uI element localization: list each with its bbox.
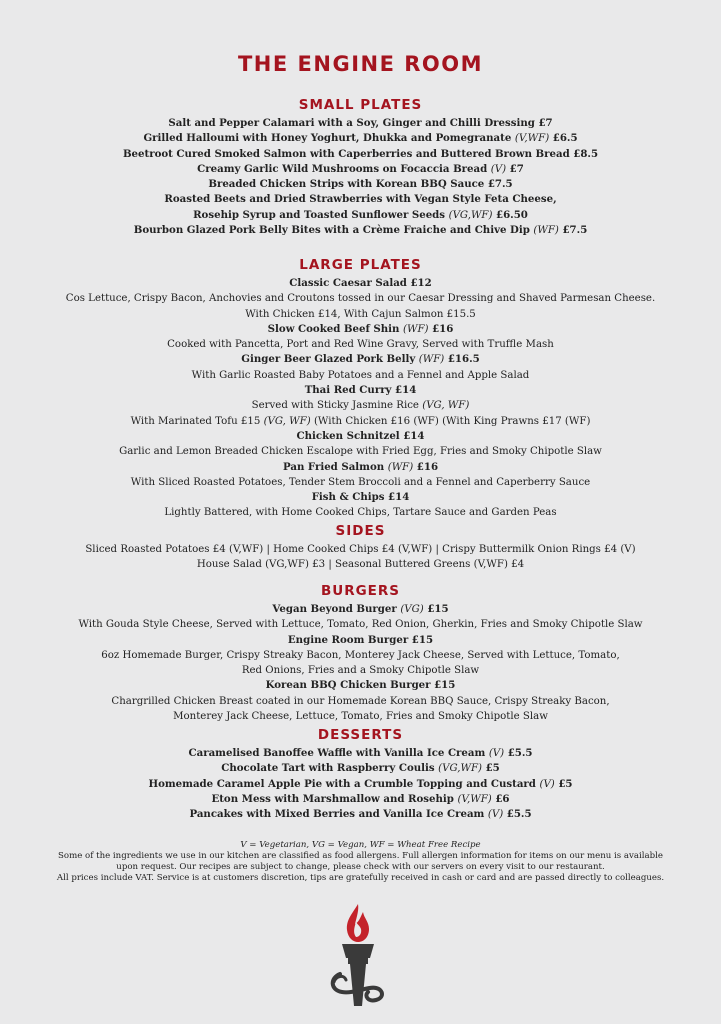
small-plate-item: Bourbon Glazed Pork Belly Bites with a Crème Fraiche and Chive Dip (WF) £7.5 <box>133 224 588 237</box>
burger-description: Chargrilled Chicken Breast coated in our Homemade Korean BBQ Sauce, Crispy Streaky Bacon, <box>111 695 610 707</box>
burger-title: Vegan Beyond Burger (VG) £15 <box>272 603 449 615</box>
dessert-item: Homemade Caramel Apple Pie with a Crumble Topping and Custard (V) £5 <box>148 777 573 790</box>
large-plates-heading: LARGE PLATES <box>299 257 422 273</box>
allergen-note: Some of the ingredients we use in our kitchen are classified as food allergens. Full allergen information for items on our menu is available <box>58 851 663 861</box>
dessert-item: Caramelised Banoffee Waffle with Vanilla Ice Cream (V) £5.5 <box>188 747 533 759</box>
large-plate-description: Garlic and Lemon Breaded Chicken Escalope with Fried Egg, Fries and Smoky Chipotle Slaw <box>119 446 602 458</box>
burger-description: Monterey Jack Cheese, Lettuce, Tomato, Fries and Smoky Chipotle Slaw <box>173 711 548 723</box>
burger-title: Korean BBQ Chicken Burger £15 <box>265 679 456 692</box>
desserts-heading: DESSERTS <box>317 727 404 743</box>
large-plates-section <box>0 256 721 521</box>
desserts-section <box>0 726 721 822</box>
small-plate-item: Beetroot Cured Smoked Salmon with Caperberries and Buttered Brown Bread £8.5 <box>122 147 599 160</box>
large-plate-description: With Chicken £14, With Cajun Salmon £15.5 <box>245 308 476 320</box>
large-plate-title: Fish & Chips £14 <box>311 491 410 504</box>
sides-line: House Salad (VG,WF) £3 | Seasonal Buttered Greens (V,WF) £4 <box>196 559 525 571</box>
sides-heading: SIDES <box>335 523 386 539</box>
restaurant-title: THE ENGINE ROOM <box>237 52 484 76</box>
small-plate-item: Breaded Chicken Strips with Korean BBQ Sauce £7.5 <box>208 178 513 191</box>
large-plate-description: With Sliced Roasted Potatoes, Tender Stem Broccoli and a Fennel and Caperberry Sauce <box>130 476 591 488</box>
large-plate-title: Classic Caesar Salad £12 <box>289 277 432 289</box>
large-plate-description: Cos Lettuce, Crispy Bacon, Anchovies and Croutons tossed in our Caesar Dressing and Shaved Parmesan Cheese. <box>65 293 656 305</box>
sides-line: Sliced Roasted Potatoes £4 (V,WF) | Home Cooked Chips £4 (V,WF) | Crispy Buttermilk Onion Rings £4 (V) <box>85 544 636 555</box>
large-plate-title: Pan Fried Salmon (WF) £16 <box>282 460 439 473</box>
small-plates-heading: SMALL PLATES <box>298 97 423 113</box>
small-plates-section <box>0 96 721 238</box>
burger-description: Red Onions, Fries and a Smoky Chipotle Slaw <box>241 665 480 677</box>
large-plate-description: With Garlic Roasted Baby Potatoes and a Fennel and Apple Salad <box>191 369 530 381</box>
recipe-note: upon request. Our recipes are subject to change, please check with our servers on every visit to our restaurant. <box>116 861 605 872</box>
large-plate-description: Cooked with Pancetta, Port and Red Wine Gravy, Served with Truffle Mash <box>167 339 554 351</box>
dessert-item: Chocolate Tart with Raspberry Coulis (VG,WF) £5 <box>221 762 500 775</box>
large-plate-description: Lightly Battered, with Home Cooked Chips, Tartare Sauce and Garden Peas <box>164 507 557 519</box>
small-plate-item: Grilled Halloumi with Honey Yoghurt, Dhukka and Pomegranate (V,WF) £6.5 <box>143 132 578 145</box>
dessert-item: Pancakes with Mixed Berries and Vanilla Ice Cream (V) £5.5 <box>189 808 532 821</box>
large-plate-title: Thai Red Curry £14 <box>304 384 417 397</box>
sides-section <box>0 522 721 573</box>
burger-title: Engine Room Burger £15 <box>287 633 434 646</box>
footer-notes <box>0 840 721 883</box>
burgers-section <box>0 582 721 724</box>
burger-description: 6oz Homemade Burger, Crispy Streaky Bacon, Monterey Jack Cheese, Served with Lettuce, Tomato, <box>101 649 620 661</box>
vat-note: All prices include VAT. Service is at customers discretion, tips are gratefully received in cash or card and are passed directly to colleagues. <box>56 872 665 883</box>
large-plate-title: Chicken Schnitzel £14 <box>296 429 425 442</box>
small-plate-item: Rosehip Syrup and Toasted Sunflower Seeds (VG,WF) £6.50 <box>193 208 528 221</box>
large-plate-title: Slow Cooked Beef Shin (WF) £16 <box>267 322 454 335</box>
large-plate-title: Ginger Beer Glazed Pork Belly (WF) £16.5 <box>241 353 480 366</box>
small-plate-item: Creamy Garlic Wild Mushrooms on Focaccia Bread (V) £7 <box>197 162 524 175</box>
small-plate-item: Roasted Beets and Dried Strawberries with Vegan Style Feta Cheese, <box>164 193 557 206</box>
large-plate-description: With Marinated Tofu £15 (VG, WF) (With Chicken £16 (WF) (With King Prawns £17 (WF) <box>130 415 591 427</box>
burgers-heading: BURGERS <box>320 583 401 599</box>
dessert-item: Eton Mess with Marshmallow and Rosehip (V,WF) £6 <box>211 792 510 805</box>
large-plate-description: Served with Sticky Jasmine Rice (VG, WF) <box>251 400 470 412</box>
small-plate-item: Salt and Pepper Calamari with a Soy, Ginger and Chilli Dressing £7 <box>168 117 553 129</box>
torch-logo-icon <box>322 902 394 1012</box>
dietary-legend: V = Vegetarian, VG = Vegan, WF = Wheat Free Recipe <box>240 840 481 850</box>
burger-description: With Gouda Style Cheese, Served with Lettuce, Tomato, Red Onion, Gherkin, Fries and Smoky Chipotle Slaw <box>78 619 643 631</box>
